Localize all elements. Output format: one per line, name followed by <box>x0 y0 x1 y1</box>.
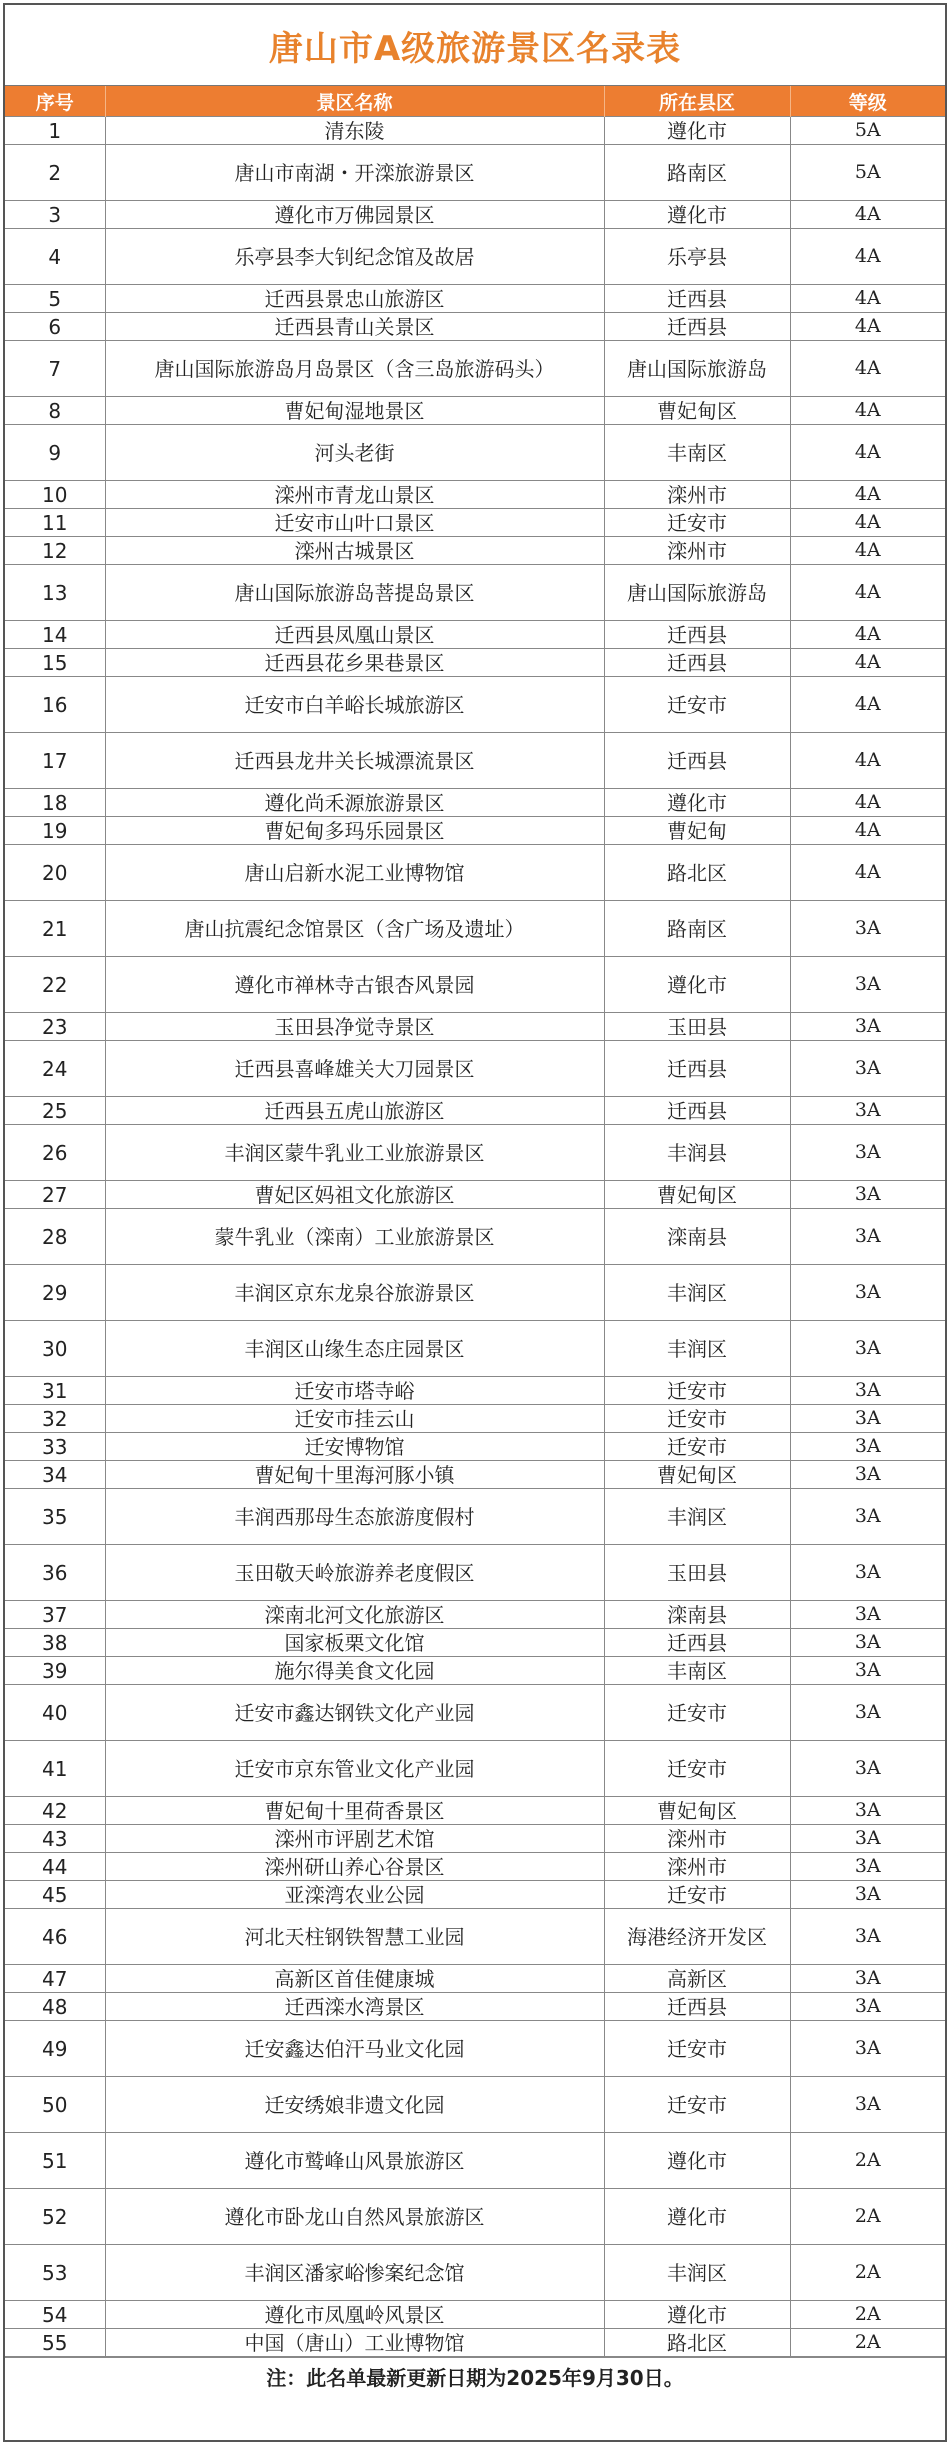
scenic-area-name: 高新区首佳健康城 <box>105 1965 604 1993</box>
column-header-name: 景区名称 <box>105 86 604 117</box>
grade-badge: 3A <box>790 1825 945 1853</box>
county-name: 迁西县 <box>604 1041 790 1097</box>
county-name: 迁安市 <box>604 509 790 537</box>
scenic-area-name: 蒙牛乳业（滦南）工业旅游景区 <box>105 1209 604 1265</box>
county-name: 丰润区 <box>604 1489 790 1545</box>
row-index: 6 <box>5 313 105 341</box>
county-name: 迁西县 <box>604 1993 790 2021</box>
row-index: 33 <box>5 1433 105 1461</box>
table-row <box>5 845 945 901</box>
grade-badge: 3A <box>790 1097 945 1125</box>
row-index: 43 <box>5 1825 105 1853</box>
county-name: 滦南县 <box>604 1601 790 1629</box>
grade-badge: 4A <box>790 565 945 621</box>
county-name: 路北区 <box>604 2329 790 2357</box>
scenic-area-name: 迁安博物馆 <box>105 1433 604 1461</box>
scenic-area-name: 中国（唐山）工业博物馆 <box>105 2329 604 2357</box>
row-index: 21 <box>5 901 105 957</box>
table-row <box>5 901 945 957</box>
table-row <box>5 1545 945 1601</box>
grade-badge: 4A <box>790 285 945 313</box>
row-index: 29 <box>5 1265 105 1321</box>
table-row <box>5 817 945 845</box>
scenic-area-name: 唐山启新水泥工业博物馆 <box>105 845 604 901</box>
row-index: 1 <box>5 117 105 145</box>
table-row <box>5 1265 945 1321</box>
table-row <box>5 1881 945 1909</box>
row-index: 30 <box>5 1321 105 1377</box>
grade-badge: 3A <box>790 957 945 1013</box>
scenic-area-name: 丰润区京东龙泉谷旅游景区 <box>105 1265 604 1321</box>
county-name: 唐山国际旅游岛 <box>604 565 790 621</box>
row-index: 16 <box>5 677 105 733</box>
table-row <box>5 313 945 341</box>
row-index: 19 <box>5 817 105 845</box>
scenic-area-name: 迁西县喜峰雄关大刀园景区 <box>105 1041 604 1097</box>
county-name: 迁安市 <box>604 1433 790 1461</box>
county-name: 丰润区 <box>604 1265 790 1321</box>
grade-badge: 3A <box>790 1657 945 1685</box>
column-header-county: 所在县区 <box>604 86 790 117</box>
scenic-area-name: 迁西滦水湾景区 <box>105 1993 604 2021</box>
grade-badge: 4A <box>790 817 945 845</box>
scenic-area-name: 迁西县五虎山旅游区 <box>105 1097 604 1125</box>
county-name: 迁西县 <box>604 621 790 649</box>
table-row <box>5 1741 945 1797</box>
table-row <box>5 1209 945 1265</box>
county-name: 迁安市 <box>604 1405 790 1433</box>
county-name: 丰润区 <box>604 2245 790 2301</box>
county-name: 丰南区 <box>604 1657 790 1685</box>
scenic-area-name: 遵化市万佛园景区 <box>105 201 604 229</box>
county-name: 乐亭县 <box>604 229 790 285</box>
county-name: 丰南区 <box>604 425 790 481</box>
row-index: 51 <box>5 2133 105 2189</box>
grade-badge: 4A <box>790 481 945 509</box>
grade-badge: 5A <box>790 117 945 145</box>
table-row <box>5 201 945 229</box>
row-index: 38 <box>5 1629 105 1657</box>
grade-badge: 3A <box>790 1881 945 1909</box>
table-row <box>5 341 945 397</box>
grade-badge: 4A <box>790 313 945 341</box>
row-index: 8 <box>5 397 105 425</box>
row-index: 54 <box>5 2301 105 2329</box>
county-name: 遵化市 <box>604 957 790 1013</box>
scenic-area-table <box>5 86 945 2357</box>
row-index: 35 <box>5 1489 105 1545</box>
row-index: 37 <box>5 1601 105 1629</box>
grade-badge: 2A <box>790 2189 945 2245</box>
row-index: 52 <box>5 2189 105 2245</box>
county-name: 遵化市 <box>604 2301 790 2329</box>
table-row <box>5 1657 945 1685</box>
scenic-area-name: 河头老街 <box>105 425 604 481</box>
table-row <box>5 2133 945 2189</box>
row-index: 50 <box>5 2077 105 2133</box>
table-row <box>5 789 945 817</box>
row-index: 3 <box>5 201 105 229</box>
row-index: 48 <box>5 1993 105 2021</box>
scenic-area-name: 迁安市山叶口景区 <box>105 509 604 537</box>
scenic-area-name: 迁安市塔寺峪 <box>105 1377 604 1405</box>
scenic-area-name: 清东陵 <box>105 117 604 145</box>
row-index: 22 <box>5 957 105 1013</box>
county-name: 遵化市 <box>604 789 790 817</box>
grade-badge: 3A <box>790 2077 945 2133</box>
row-index: 10 <box>5 481 105 509</box>
table-row <box>5 537 945 565</box>
table-row <box>5 1853 945 1881</box>
scenic-area-name: 滦南北河文化旅游区 <box>105 1601 604 1629</box>
table-row <box>5 2329 945 2357</box>
county-name: 迁安市 <box>604 1741 790 1797</box>
grade-badge: 3A <box>790 1405 945 1433</box>
row-index: 9 <box>5 425 105 481</box>
grade-badge: 3A <box>790 1741 945 1797</box>
table-row <box>5 509 945 537</box>
grade-badge: 3A <box>790 1013 945 1041</box>
grade-badge: 2A <box>790 2133 945 2189</box>
grade-badge: 4A <box>790 733 945 789</box>
table-row <box>5 1461 945 1489</box>
grade-badge: 3A <box>790 901 945 957</box>
scenic-area-name: 遵化市禅林寺古银杏风景园 <box>105 957 604 1013</box>
grade-badge: 3A <box>790 1461 945 1489</box>
page-title: 唐山市A级旅游景区名录表 <box>5 5 945 86</box>
row-index: 44 <box>5 1853 105 1881</box>
county-name: 玉田县 <box>604 1013 790 1041</box>
table-row <box>5 1405 945 1433</box>
table-row <box>5 649 945 677</box>
scenic-area-name: 迁安市京东管业文化产业园 <box>105 1741 604 1797</box>
scenic-area-name: 唐山国际旅游岛月岛景区（含三岛旅游码头） <box>105 341 604 397</box>
row-index: 17 <box>5 733 105 789</box>
table-row <box>5 565 945 621</box>
grade-badge: 3A <box>790 1489 945 1545</box>
scenic-area-name: 滦州古城景区 <box>105 537 604 565</box>
grade-badge: 3A <box>790 1041 945 1097</box>
scenic-area-name: 遵化尚禾源旅游景区 <box>105 789 604 817</box>
row-index: 23 <box>5 1013 105 1041</box>
grade-badge: 4A <box>790 509 945 537</box>
table-row <box>5 1377 945 1405</box>
scenic-area-name: 唐山国际旅游岛菩提岛景区 <box>105 565 604 621</box>
scenic-area-name: 迁安绣娘非遗文化园 <box>105 2077 604 2133</box>
table-row <box>5 2021 945 2077</box>
county-name: 遵化市 <box>604 117 790 145</box>
county-name: 曹妃甸区 <box>604 1797 790 1825</box>
county-name: 曹妃甸区 <box>604 397 790 425</box>
scenic-area-name: 丰润区山缘生态庄园景区 <box>105 1321 604 1377</box>
table-row <box>5 285 945 313</box>
county-name: 迁西县 <box>604 1629 790 1657</box>
scenic-area-name: 遵化市卧龙山自然风景旅游区 <box>105 2189 604 2245</box>
table-row <box>5 1825 945 1853</box>
row-index: 11 <box>5 509 105 537</box>
scenic-area-name: 唐山市南湖・开滦旅游景区 <box>105 145 604 201</box>
grade-badge: 4A <box>790 201 945 229</box>
row-index: 34 <box>5 1461 105 1489</box>
county-name: 迁安市 <box>604 2077 790 2133</box>
county-name: 高新区 <box>604 1965 790 1993</box>
grade-badge: 2A <box>790 2245 945 2301</box>
scenic-area-name: 丰润区潘家峪惨案纪念馆 <box>105 2245 604 2301</box>
county-name: 滦州市 <box>604 537 790 565</box>
county-name: 路南区 <box>604 145 790 201</box>
table-row <box>5 1097 945 1125</box>
scenic-area-name: 迁安市白羊峪长城旅游区 <box>105 677 604 733</box>
row-index: 40 <box>5 1685 105 1741</box>
county-name: 曹妃甸区 <box>604 1461 790 1489</box>
row-index: 14 <box>5 621 105 649</box>
column-header-grade: 等级 <box>790 86 945 117</box>
directory-sheet <box>3 3 947 2442</box>
county-name: 迁安市 <box>604 1377 790 1405</box>
table-row <box>5 1433 945 1461</box>
county-name: 迁安市 <box>604 2021 790 2077</box>
table-row <box>5 2077 945 2133</box>
grade-badge: 2A <box>790 2301 945 2329</box>
county-name: 滦州市 <box>604 1825 790 1853</box>
row-index: 2 <box>5 145 105 201</box>
scenic-area-name: 迁安鑫达伯汗马业文化园 <box>105 2021 604 2077</box>
scenic-area-name: 河北天柱钢铁智慧工业园 <box>105 1909 604 1965</box>
county-name: 遵化市 <box>604 2133 790 2189</box>
scenic-area-name: 曹妃区妈祖文化旅游区 <box>105 1181 604 1209</box>
table-row <box>5 481 945 509</box>
row-index: 4 <box>5 229 105 285</box>
grade-badge: 4A <box>790 621 945 649</box>
scenic-area-name: 曹妃甸十里荷香景区 <box>105 1797 604 1825</box>
scenic-area-name: 遵化市凤凰岭风景区 <box>105 2301 604 2329</box>
row-index: 36 <box>5 1545 105 1601</box>
scenic-area-name: 迁西县青山关景区 <box>105 313 604 341</box>
scenic-area-name: 迁西县景忠山旅游区 <box>105 285 604 313</box>
scenic-area-name: 遵化市鹫峰山风景旅游区 <box>105 2133 604 2189</box>
grade-badge: 4A <box>790 341 945 397</box>
grade-badge: 3A <box>790 1265 945 1321</box>
scenic-area-name: 乐亭县李大钊纪念馆及故居 <box>105 229 604 285</box>
table-row <box>5 957 945 1013</box>
table-row <box>5 145 945 201</box>
row-index: 7 <box>5 341 105 397</box>
county-name: 滦南县 <box>604 1209 790 1265</box>
grade-badge: 4A <box>790 789 945 817</box>
table-row <box>5 1685 945 1741</box>
county-name: 迁西县 <box>604 1097 790 1125</box>
scenic-area-name: 唐山抗震纪念馆景区（含广场及遗址） <box>105 901 604 957</box>
county-name: 迁安市 <box>604 1685 790 1741</box>
row-index: 15 <box>5 649 105 677</box>
county-name: 路北区 <box>604 845 790 901</box>
table-row <box>5 733 945 789</box>
county-name: 遵化市 <box>604 2189 790 2245</box>
grade-badge: 3A <box>790 1377 945 1405</box>
grade-badge: 4A <box>790 845 945 901</box>
scenic-area-name: 迁西县花乡果巷景区 <box>105 649 604 677</box>
row-index: 13 <box>5 565 105 621</box>
scenic-area-name: 施尔得美食文化园 <box>105 1657 604 1685</box>
footnote: 注：此名单最新更新日期为2025年9月30日。 <box>5 2357 945 2394</box>
row-index: 45 <box>5 1881 105 1909</box>
grade-badge: 4A <box>790 425 945 481</box>
grade-badge: 3A <box>790 1853 945 1881</box>
county-name: 海港经济开发区 <box>604 1909 790 1965</box>
grade-badge: 3A <box>790 1209 945 1265</box>
grade-badge: 3A <box>790 2021 945 2077</box>
scenic-area-name: 滦州市评剧艺术馆 <box>105 1825 604 1853</box>
scenic-area-name: 玉田县净觉寺景区 <box>105 1013 604 1041</box>
scenic-area-name: 国家板栗文化馆 <box>105 1629 604 1657</box>
table-header-row <box>5 86 945 117</box>
scenic-area-name: 滦州研山养心谷景区 <box>105 1853 604 1881</box>
grade-badge: 3A <box>790 1629 945 1657</box>
scenic-area-name: 迁安市挂云山 <box>105 1405 604 1433</box>
table-row <box>5 1965 945 1993</box>
column-header-index: 序号 <box>5 86 105 117</box>
table-row <box>5 397 945 425</box>
county-name: 迁西县 <box>604 733 790 789</box>
table-row <box>5 1489 945 1545</box>
row-index: 20 <box>5 845 105 901</box>
grade-badge: 3A <box>790 1181 945 1209</box>
row-index: 46 <box>5 1909 105 1965</box>
scenic-area-name: 曹妃甸多玛乐园景区 <box>105 817 604 845</box>
grade-badge: 3A <box>790 1685 945 1741</box>
grade-badge: 4A <box>790 677 945 733</box>
grade-badge: 4A <box>790 229 945 285</box>
grade-badge: 4A <box>790 649 945 677</box>
table-row <box>5 2189 945 2245</box>
scenic-area-name: 滦州市青龙山景区 <box>105 481 604 509</box>
row-index: 32 <box>5 1405 105 1433</box>
row-index: 31 <box>5 1377 105 1405</box>
table-row <box>5 2301 945 2329</box>
county-name: 滦州市 <box>604 1853 790 1881</box>
table-row <box>5 1797 945 1825</box>
scenic-area-name: 曹妃甸十里海河豚小镇 <box>105 1461 604 1489</box>
county-name: 遵化市 <box>604 201 790 229</box>
grade-badge: 3A <box>790 1545 945 1601</box>
county-name: 曹妃甸区 <box>604 1181 790 1209</box>
table-row <box>5 425 945 481</box>
table-body <box>5 117 945 2357</box>
county-name: 丰润区 <box>604 1321 790 1377</box>
county-name: 曹妃甸 <box>604 817 790 845</box>
row-index: 39 <box>5 1657 105 1685</box>
grade-badge: 3A <box>790 1321 945 1377</box>
row-index: 41 <box>5 1741 105 1797</box>
grade-badge: 3A <box>790 1993 945 2021</box>
county-name: 丰润县 <box>604 1125 790 1181</box>
county-name: 迁西县 <box>604 285 790 313</box>
grade-badge: 2A <box>790 2329 945 2357</box>
scenic-area-name: 亚滦湾农业公园 <box>105 1881 604 1909</box>
row-index: 12 <box>5 537 105 565</box>
grade-badge: 3A <box>790 1909 945 1965</box>
grade-badge: 3A <box>790 1433 945 1461</box>
county-name: 迁西县 <box>604 313 790 341</box>
row-index: 26 <box>5 1125 105 1181</box>
table-row <box>5 1125 945 1181</box>
county-name: 迁安市 <box>604 1881 790 1909</box>
grade-badge: 3A <box>790 1797 945 1825</box>
row-index: 18 <box>5 789 105 817</box>
county-name: 路南区 <box>604 901 790 957</box>
table-row <box>5 1013 945 1041</box>
row-index: 27 <box>5 1181 105 1209</box>
table-row <box>5 2245 945 2301</box>
row-index: 53 <box>5 2245 105 2301</box>
table-row <box>5 677 945 733</box>
grade-badge: 3A <box>790 1601 945 1629</box>
table-row <box>5 1041 945 1097</box>
row-index: 42 <box>5 1797 105 1825</box>
table-row <box>5 1321 945 1377</box>
table-row <box>5 1181 945 1209</box>
county-name: 滦州市 <box>604 481 790 509</box>
row-index: 47 <box>5 1965 105 1993</box>
scenic-area-name: 曹妃甸湿地景区 <box>105 397 604 425</box>
row-index: 25 <box>5 1097 105 1125</box>
county-name: 迁西县 <box>604 649 790 677</box>
table-row <box>5 1601 945 1629</box>
county-name: 唐山国际旅游岛 <box>604 341 790 397</box>
county-name: 玉田县 <box>604 1545 790 1601</box>
grade-badge: 4A <box>790 397 945 425</box>
table-row <box>5 1909 945 1965</box>
scenic-area-name: 迁西县龙井关长城漂流景区 <box>105 733 604 789</box>
table-row <box>5 117 945 145</box>
county-name: 迁安市 <box>604 677 790 733</box>
row-index: 5 <box>5 285 105 313</box>
grade-badge: 3A <box>790 1965 945 1993</box>
table-row <box>5 1629 945 1657</box>
row-index: 49 <box>5 2021 105 2077</box>
row-index: 55 <box>5 2329 105 2357</box>
scenic-area-name: 玉田敬天岭旅游养老度假区 <box>105 1545 604 1601</box>
scenic-area-name: 迁安市鑫达钢铁文化产业园 <box>105 1685 604 1741</box>
table-row <box>5 1993 945 2021</box>
row-index: 28 <box>5 1209 105 1265</box>
grade-badge: 5A <box>790 145 945 201</box>
scenic-area-name: 丰润西那母生态旅游度假村 <box>105 1489 604 1545</box>
table-row <box>5 229 945 285</box>
grade-badge: 3A <box>790 1125 945 1181</box>
table-row <box>5 621 945 649</box>
scenic-area-name: 丰润区蒙牛乳业工业旅游景区 <box>105 1125 604 1181</box>
row-index: 24 <box>5 1041 105 1097</box>
grade-badge: 4A <box>790 537 945 565</box>
scenic-area-name: 迁西县凤凰山景区 <box>105 621 604 649</box>
